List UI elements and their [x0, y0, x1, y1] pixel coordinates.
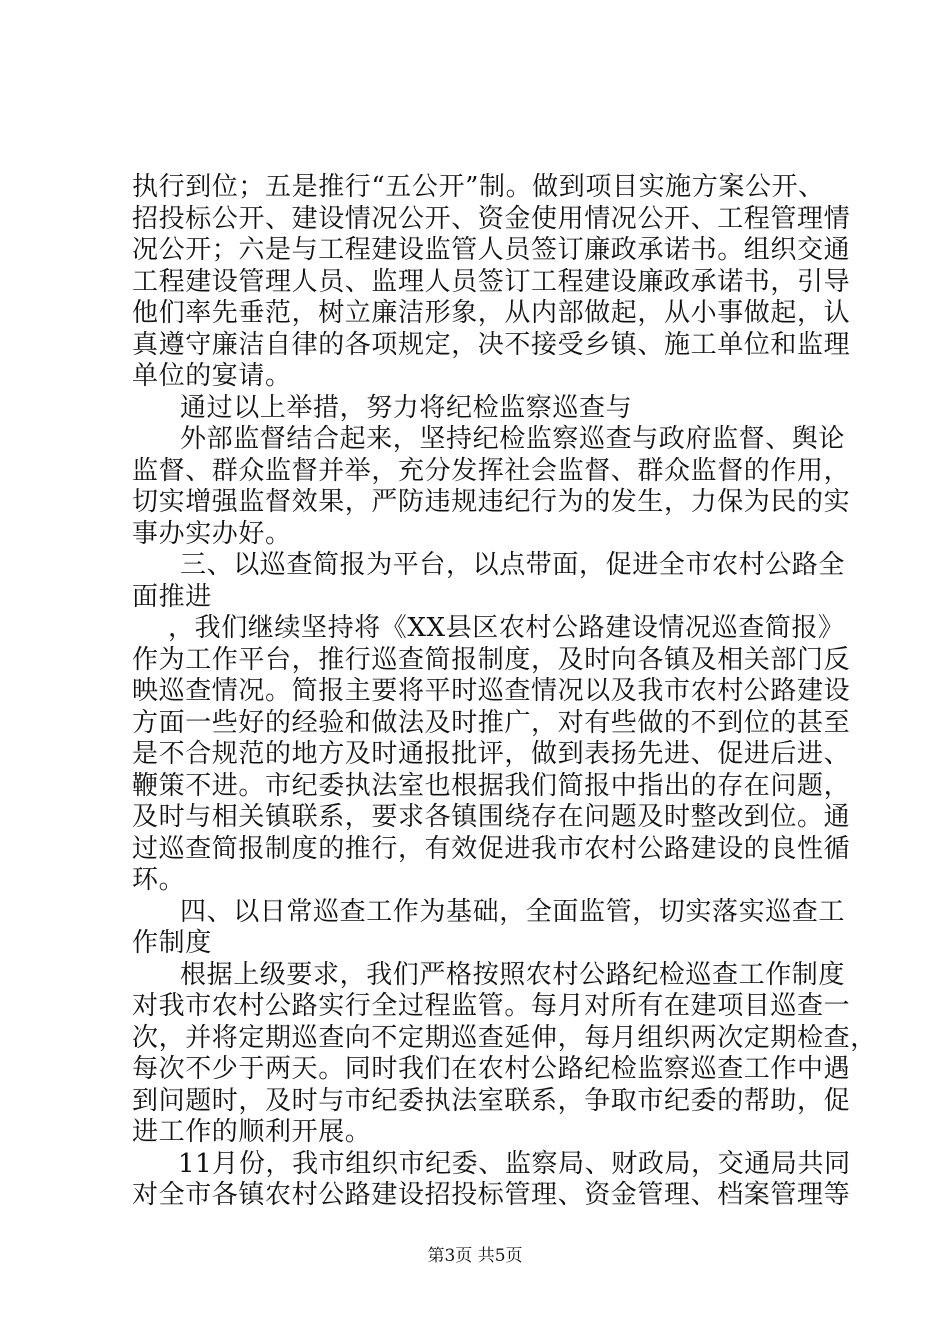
page-number-footer: 第3页 共5页: [427, 1246, 523, 1266]
text-line: 他们率先垂范，树立廉洁形象，从内部做起，从小事做起，认: [132, 298, 851, 328]
text-line: 况公开；六是与工程建设监管人员签订廉政承诺书。组织交通: [132, 235, 851, 265]
text-line: 及时与相关镇联系，要求各镇围绕存在问题及时整改到位。通: [132, 802, 851, 832]
text-line: 到问题时，及时与市纪委执法室联系，争取市纪委的帮助，促: [132, 1086, 851, 1116]
text-line: 工程建设管理人员、监理人员签订工程建设廉政承诺书，引导: [132, 267, 851, 297]
text-line: 作为工作平台，推行巡查简报制度，及时向各镇及相关部门反: [132, 645, 851, 675]
text-line: 对我市农村公路实行全过程监管。每月对所有在建项目巡查一: [132, 991, 851, 1021]
text-line: ，我们继续坚持将《XX县区农村公路建设情况巡查简报》: [168, 613, 845, 643]
text-line: 每次不少于两天。同时我们在农村公路纪检监察巡查工作中遇: [132, 1054, 851, 1084]
text-line: 方面一些好的经验和做法及时推广，对有些做的不到位的甚至: [132, 708, 851, 738]
text-line: 是不合规范的地方及时通报批评，做到表扬先进、促进后进、: [132, 739, 851, 769]
text-line: 切实增强监督效果，严防违规违纪行为的发生，力保为民的实: [132, 487, 851, 517]
section-heading-line: 面推进: [132, 582, 212, 612]
text-line: 鞭策不进。市纪委执法室也根据我们简报中指出的存在问题，: [132, 771, 851, 801]
text-line: 对全市各镇农村公路建设招投标管理、资金管理、档案管理等: [132, 1180, 851, 1210]
text-line: 环。: [132, 865, 186, 895]
text-line: 11月份，我市组织市纪委、监察局、财政局，交通局共同: [178, 1149, 851, 1179]
text-line: 根据上级要求，我们严格按照农村公路纪检巡查工作制度: [180, 960, 846, 990]
text-line: 通过以上举措，努力将纪检监察巡查与: [180, 393, 633, 423]
text-line: 过巡查简报制度的推行，有效促进我市农村公路建设的良性循: [132, 834, 851, 864]
text-line: 监督、群众监督并举，充分发挥社会监督、群众监督的作用，: [132, 456, 851, 486]
text-line: 真遵守廉洁自律的各项规定，决不接受乡镇、施工单位和监理: [132, 330, 851, 360]
text-line: 事办实办好。: [132, 519, 292, 549]
text-line: 次，并将定期巡查向不定期巡查延伸，每月组织两次定期检查，: [132, 1023, 877, 1053]
text-line: 外部监督结合起来，坚持纪检监察巡查与政府监督、舆论: [180, 424, 846, 454]
section-heading-line: 四、以日常巡查工作为基础，全面监管，切实落实巡查工: [180, 897, 846, 927]
section-heading-line: 三、以巡查简报为平台，以点带面，促进全市农村公路全: [180, 550, 846, 580]
text-line: 映巡查情况。简报主要将平时巡查情况以及我市农村公路建设: [132, 676, 851, 706]
text-line: 执行到位；五是推行“五公开”制。做到项目实施方案公开、: [132, 172, 825, 202]
text-line: 招投标公开、建设情况公开、资金使用情况公开、工程管理情: [132, 204, 851, 234]
section-heading-line: 作制度: [132, 928, 212, 958]
text-line: 单位的宴请。: [132, 361, 292, 391]
text-line: 进工作的顺利开展。: [132, 1117, 372, 1147]
